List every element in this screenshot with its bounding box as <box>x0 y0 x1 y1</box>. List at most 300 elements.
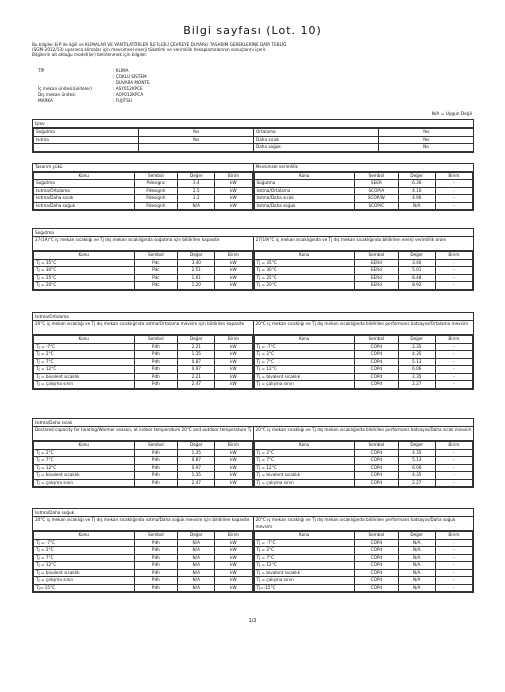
cell: COPd <box>355 554 399 562</box>
table-row <box>34 351 253 359</box>
cell: Tj = 7°C <box>254 457 355 465</box>
table-row <box>254 195 473 203</box>
table-row <box>34 282 253 290</box>
cell: - <box>435 562 472 570</box>
table-header-row <box>254 172 473 180</box>
cell: kW <box>215 195 252 203</box>
cell: COPd <box>355 449 399 457</box>
cell: - <box>435 381 472 389</box>
info-key: MARKA <box>38 98 53 103</box>
cooling-left <box>33 237 254 290</box>
cell: COPd <box>355 577 399 585</box>
cell: kW <box>215 366 252 374</box>
section-title: Isıtma/Daha soğuk <box>33 509 473 517</box>
cell: Daha soğuk <box>254 144 379 152</box>
column-header: Konu <box>254 252 355 260</box>
table-row <box>34 136 474 144</box>
cell: - <box>435 282 472 290</box>
cell: Yes <box>379 136 474 144</box>
cell: Pdh <box>134 373 178 381</box>
table-row <box>254 584 473 592</box>
table-header-row <box>34 442 253 450</box>
table-header-row <box>254 252 473 260</box>
cell: 2.51 <box>178 267 215 275</box>
design-right <box>254 164 474 210</box>
table-header-row <box>34 252 253 260</box>
heating-colder-cop-table <box>254 531 474 592</box>
cell: COPd <box>355 562 399 570</box>
heating-average-capacity-table <box>33 335 253 389</box>
cell: COPd <box>355 584 399 592</box>
cell: Isıtma/Daha sıcak <box>254 195 355 203</box>
table-row <box>34 267 253 275</box>
column-header: Değer <box>178 172 215 180</box>
cell: Isıtma/Daha sıcak <box>34 195 135 203</box>
cell: Pdh <box>134 351 178 359</box>
cell: N/A <box>178 547 215 555</box>
cell: 3.40 <box>178 259 215 267</box>
table-row <box>254 180 473 188</box>
table-row <box>254 282 473 290</box>
cell: COPd <box>355 358 399 366</box>
cell: Tj = çalışma sınırı <box>254 479 355 487</box>
cell: kW <box>215 472 252 480</box>
column-header: Sembol <box>355 442 399 450</box>
cell: 1.35 <box>178 449 215 457</box>
cell: 2.47 <box>178 381 215 389</box>
info-value: : AOY012KPCA <box>113 92 144 97</box>
column-header: Değer <box>398 442 435 450</box>
cell <box>34 144 139 152</box>
cell: COPd <box>355 547 399 555</box>
cell: 6.06 <box>398 366 435 374</box>
cell: Tj = 35°C <box>34 259 135 267</box>
column-header: Değer <box>398 252 435 260</box>
table-row <box>34 539 253 547</box>
intro-line: Bu bilgiler ErP ile ilgili ve KLİMALAR VE VANTİLATÖRLER İLE İLGİLİ ÇEVREYE DUYARLI TASARIM GEREKLERİNE DAİR TEBLİĞ <box>32 42 287 47</box>
cell: Tj = 20°C <box>254 282 355 290</box>
table-row <box>34 358 253 366</box>
heating-average-halves <box>33 321 473 389</box>
cell: kW <box>215 282 252 290</box>
cell: Tj = bivalent sıcaklık <box>254 373 355 381</box>
heating-colder-capacity-table <box>33 531 253 592</box>
cell: kW <box>215 381 252 389</box>
cell: Pdesignc <box>134 180 178 188</box>
cell: Isıtma/Ortalama <box>254 187 355 195</box>
cell: Pdh <box>134 366 178 374</box>
table-row <box>34 144 474 152</box>
section-description: Declared capacity for heating/Warmer season, at indoor temperature 20°C and outdoor temperature Tj <box>33 427 253 441</box>
cell: Tj = -7°C <box>254 539 355 547</box>
info-key: İç mekan ünitesi(üniteler) <box>38 86 92 91</box>
cell: Tj = 2°C <box>254 547 355 555</box>
cell: kW <box>215 577 252 585</box>
cell: Tj = çalışma sınırı <box>34 479 135 487</box>
cell: Tj = 2°C <box>34 547 135 555</box>
column-header: Değer <box>178 442 215 450</box>
cell: 2.21 <box>178 373 215 381</box>
cell: 3.4 <box>178 180 215 188</box>
column-header: Sembol <box>355 336 399 344</box>
cell: COPd <box>355 479 399 487</box>
cell: 2.27 <box>398 381 435 389</box>
table-row <box>254 351 473 359</box>
section-title: Tasarım yükü <box>33 164 253 172</box>
cell: Tj = 12°C <box>34 562 135 570</box>
heating-colder-left <box>33 517 254 592</box>
cell: 2.47 <box>178 479 215 487</box>
cell: Pdh <box>134 569 178 577</box>
function-table <box>33 128 474 152</box>
column-header: Birim <box>435 532 472 540</box>
section-description: 20°C iç mekan sıcaklığı ve Tj dış mekan sıcaklığında ısıtma/Daha soğuk mevsim için bildirilen kapasite <box>33 517 253 531</box>
cell: - <box>435 187 472 195</box>
cell: Pdh <box>134 554 178 562</box>
cell: COPd <box>355 457 399 465</box>
table-row <box>34 381 253 389</box>
table-row <box>254 366 473 374</box>
cell: N/A <box>398 547 435 555</box>
heating-average-left <box>33 321 254 389</box>
heating-average-right <box>254 321 474 389</box>
cell: Tj = bivalent sıcaklık <box>34 373 135 381</box>
info-value: : ASY012KPCE <box>113 86 143 91</box>
cell: Pdh <box>134 539 178 547</box>
table-row <box>254 464 473 472</box>
cell: Tj = 12°C <box>254 464 355 472</box>
cell: 2.35 <box>398 343 435 351</box>
cell: Pdc <box>134 259 178 267</box>
heating-colder-halves <box>33 517 473 592</box>
cell: - <box>435 539 472 547</box>
table-row <box>254 449 473 457</box>
model-info <box>38 68 150 104</box>
cell: Pdh <box>134 381 178 389</box>
cell: 0.87 <box>178 457 215 465</box>
table-row <box>34 479 253 487</box>
cell: Tj = 7°C <box>34 554 135 562</box>
table-row <box>34 187 253 195</box>
section-title: Isıtma/Ortalama <box>33 313 473 321</box>
cell: 4.35 <box>398 472 435 480</box>
column-header: Birim <box>215 252 252 260</box>
cell: kW <box>215 554 252 562</box>
column-header: Birim <box>435 252 472 260</box>
cell: Ortalama <box>254 129 379 137</box>
cell: Soğutma <box>254 180 355 188</box>
table-header-row <box>254 442 473 450</box>
cell: Tj = 2°C <box>34 351 135 359</box>
cell: COPd <box>355 381 399 389</box>
info-value: : ÇOKLU SİSTEM <box>113 74 147 79</box>
table-row <box>34 457 253 465</box>
cell: N/A <box>178 569 215 577</box>
cell: Tj = çalışma sınırı <box>254 381 355 389</box>
cell: Tj = 30°C <box>34 267 135 275</box>
cell: kW <box>215 358 252 366</box>
cell: - <box>435 274 472 282</box>
intro-line: Bilgilerin ait olduğu model(ler) belirlenmek için bilgiler. <box>32 52 148 58</box>
info-row <box>38 98 150 104</box>
cell: Isıtma <box>34 136 139 144</box>
info-key: TİP <box>38 68 45 73</box>
cell: kW <box>215 259 252 267</box>
cell: Tj = 7°C <box>34 457 135 465</box>
cell: 3.40 <box>398 259 435 267</box>
table-row <box>254 562 473 570</box>
cell: COPd <box>355 366 399 374</box>
table-row <box>34 195 253 203</box>
cooling-section <box>32 228 474 291</box>
cell: No <box>379 144 474 152</box>
cell: Tj = bivalent sıcaklık <box>34 569 135 577</box>
heating-colder-section <box>32 508 474 593</box>
cell: kW <box>215 267 252 275</box>
column-header: Sembol <box>355 252 399 260</box>
column-header: Konu <box>34 442 135 450</box>
cell: kW <box>215 547 252 555</box>
column-header: Sembol <box>355 532 399 540</box>
cell: SEER <box>355 180 399 188</box>
table-row <box>34 554 253 562</box>
column-header: Konu <box>254 532 355 540</box>
cell: Tj=-15°C <box>254 584 355 592</box>
cell: - <box>435 554 472 562</box>
column-header: Birim <box>215 172 252 180</box>
cell: Tj = 25°C <box>254 274 355 282</box>
column-header: Sembol <box>134 252 178 260</box>
cell: N/A <box>398 202 435 210</box>
cell: Tj = -7°C <box>34 343 135 351</box>
cell: Tj = çalışma sınırı <box>34 381 135 389</box>
section-description: 27(19)°C iç mekan sıcaklığı ve Tj dış mekan sıcaklığında soğutma için bildirilen kapasite <box>33 237 253 251</box>
heating-colder-right <box>254 517 474 592</box>
cell: COPd <box>355 569 399 577</box>
intro-line: (SGM-2012/13) uyarınca klimalar için mevsimsel enerji tüketimi ve verimlilik hesaplamalarının sonuçlarını içerir. <box>32 47 267 53</box>
cell: Tj = bivalent sıcaklık <box>254 569 355 577</box>
table-row <box>254 539 473 547</box>
column-header: Birim <box>215 442 252 450</box>
cell: kW <box>215 202 252 210</box>
cell: kW <box>215 562 252 570</box>
cell: N/A <box>398 539 435 547</box>
column-header: Değer <box>398 532 435 540</box>
cell: Tj = çalışma sınırı <box>254 577 355 585</box>
heating-warmer-halves <box>33 427 473 487</box>
cell: Pdc <box>134 282 178 290</box>
column-header: Konu <box>254 336 355 344</box>
table-row <box>34 373 253 381</box>
cell: Tj = bivalent sıcaklık <box>254 472 355 480</box>
cell: 8.92 <box>398 282 435 290</box>
cell: - <box>435 267 472 275</box>
cell: 1.35 <box>178 472 215 480</box>
cell: 1.61 <box>178 274 215 282</box>
cell: Pdc <box>134 267 178 275</box>
cell: N/A <box>178 577 215 585</box>
na-legend: N/A = Uygun Değil <box>431 112 472 117</box>
cell: 5.13 <box>398 457 435 465</box>
info-key: Dış mekan ünitesi <box>38 92 76 97</box>
table-row <box>34 202 253 210</box>
cell: - <box>435 180 472 188</box>
section-description: 20°C iç mekan sıcaklığı ve Tj dış mekan sıcaklığında bildirilen performans katsayısı/Ortalama mevsim <box>254 321 474 335</box>
cell: N/A <box>398 584 435 592</box>
cell: - <box>435 343 472 351</box>
cell <box>139 144 254 152</box>
cooling-right <box>254 237 474 290</box>
info-value: : DUVARA MONTE <box>113 80 150 85</box>
column-header: Birim <box>435 442 472 450</box>
table-header-row <box>34 336 253 344</box>
cell: Pdh <box>134 457 178 465</box>
table-row <box>34 180 253 188</box>
cell: Pdh <box>134 577 178 585</box>
cell: Pdh <box>134 562 178 570</box>
cell: 4.35 <box>398 351 435 359</box>
cell: Pdh <box>134 584 178 592</box>
cell: Tj = -7°C <box>254 343 355 351</box>
cell: 8.48 <box>398 274 435 282</box>
cell: kW <box>215 373 252 381</box>
cell: 2.5 <box>178 187 215 195</box>
cell: 0.97 <box>178 464 215 472</box>
cell: - <box>435 479 472 487</box>
section-description: 20°C iç mekan sıcaklığı ve Tj dış mekan sıcaklığında bildirilen performans katsayısı/Daha sıcak mevsim <box>254 427 474 441</box>
table-row <box>254 373 473 381</box>
table-row <box>254 569 473 577</box>
table-header-row <box>254 336 473 344</box>
cell: Pdh <box>134 464 178 472</box>
table-row <box>254 577 473 585</box>
cell: Tj = 2°C <box>34 449 135 457</box>
cell: SCOP/A <box>355 187 399 195</box>
cell: - <box>435 202 472 210</box>
table-row <box>34 562 253 570</box>
cell: N/A <box>178 562 215 570</box>
cell: 4.10 <box>398 187 435 195</box>
function-section <box>32 119 474 153</box>
column-header: Konu <box>34 532 135 540</box>
cell: Soğutma <box>34 180 135 188</box>
column-header: Sembol <box>355 172 399 180</box>
cell: Tj = 35°C <box>254 259 355 267</box>
table-row <box>254 554 473 562</box>
cell: Tj = 12°C <box>254 366 355 374</box>
cell: 1.20 <box>178 282 215 290</box>
cell: - <box>435 577 472 585</box>
column-header: Birim <box>435 172 472 180</box>
section-description: 20°C iç mekan sıcaklığı ve Tj dış mekan sıcaklığında ısıtma/Ortalama mevsim için bildirilen kapasite <box>33 321 253 335</box>
heating-warmer-cop-table <box>254 441 474 487</box>
cooling-capacity-table <box>33 251 253 290</box>
cell: N/A <box>398 554 435 562</box>
cell: Tj = 7°C <box>34 358 135 366</box>
cell: 5.01 <box>398 267 435 275</box>
cell: EERd <box>355 267 399 275</box>
cell: Isıtma/Ortalama <box>34 187 135 195</box>
cell: 5.13 <box>398 358 435 366</box>
cell: 0.87 <box>178 358 215 366</box>
cell: kW <box>215 457 252 465</box>
cell: Yes <box>139 129 254 137</box>
table-header-row <box>34 172 253 180</box>
table-row <box>34 464 253 472</box>
cell: 1.35 <box>178 351 215 359</box>
cell: kW <box>215 343 252 351</box>
column-header: Birim <box>215 532 252 540</box>
cell: Tj = 2°C <box>254 351 355 359</box>
cell: SCOP/C <box>355 202 399 210</box>
cell: kW <box>215 479 252 487</box>
column-header: Birim <box>435 336 472 344</box>
cell: kW <box>215 569 252 577</box>
cell: Tj=-15°C <box>34 584 135 592</box>
cell: Tj = 25°C <box>34 274 135 282</box>
section-title: Isıtma/Daha sıcak <box>33 419 473 427</box>
cooling-halves <box>33 237 473 290</box>
cell: - <box>435 373 472 381</box>
cell: COPd <box>355 464 399 472</box>
cell: - <box>435 547 472 555</box>
section-title: İşlev <box>33 120 473 128</box>
cell: kW <box>215 464 252 472</box>
cell: Pdh <box>134 358 178 366</box>
cell: 6.06 <box>398 464 435 472</box>
table-row <box>254 343 473 351</box>
cell: N/A <box>398 577 435 585</box>
heating-warmer-section <box>32 418 474 488</box>
section-title: Mevsimsel verimlilik <box>254 164 474 172</box>
table-row <box>254 202 473 210</box>
cell: Tj = bivalent sıcaklık <box>34 472 135 480</box>
table-row <box>34 569 253 577</box>
intro-text <box>32 42 472 58</box>
cell: Soğutma <box>34 129 139 137</box>
cell: Tj = -7°C <box>34 539 135 547</box>
column-header: Konu <box>34 172 135 180</box>
cell: 2.35 <box>398 373 435 381</box>
info-value: : FUJITSU <box>113 98 132 103</box>
table-row <box>34 129 474 137</box>
table-row <box>254 259 473 267</box>
heating-average-cop-table <box>254 335 474 389</box>
column-header: Değer <box>398 172 435 180</box>
table-row <box>254 472 473 480</box>
cell: - <box>435 358 472 366</box>
table-row <box>34 472 253 480</box>
cell: Tj = 20°C <box>34 282 135 290</box>
cell: N/A <box>398 562 435 570</box>
table-row <box>34 547 253 555</box>
cell: Daha sıcak <box>254 136 379 144</box>
cell: Tj = 12°C <box>34 464 135 472</box>
cell: 4.35 <box>398 449 435 457</box>
column-header: Değer <box>178 532 215 540</box>
cell: Tj = 12°C <box>254 562 355 570</box>
table-row <box>34 584 253 592</box>
table-row <box>34 343 253 351</box>
cell: - <box>435 457 472 465</box>
table-row <box>34 259 253 267</box>
cell: Yes <box>379 129 474 137</box>
table-row <box>254 381 473 389</box>
section-description: 20°C iç mekan sıcaklığı ve Tj dış mekan sıcaklığında bildirilen performans katsayısı/Daha soğuk mevsim <box>254 517 474 531</box>
cell: 2.27 <box>398 479 435 487</box>
cell: Tj = 7°C <box>254 358 355 366</box>
cell: N/A <box>398 569 435 577</box>
